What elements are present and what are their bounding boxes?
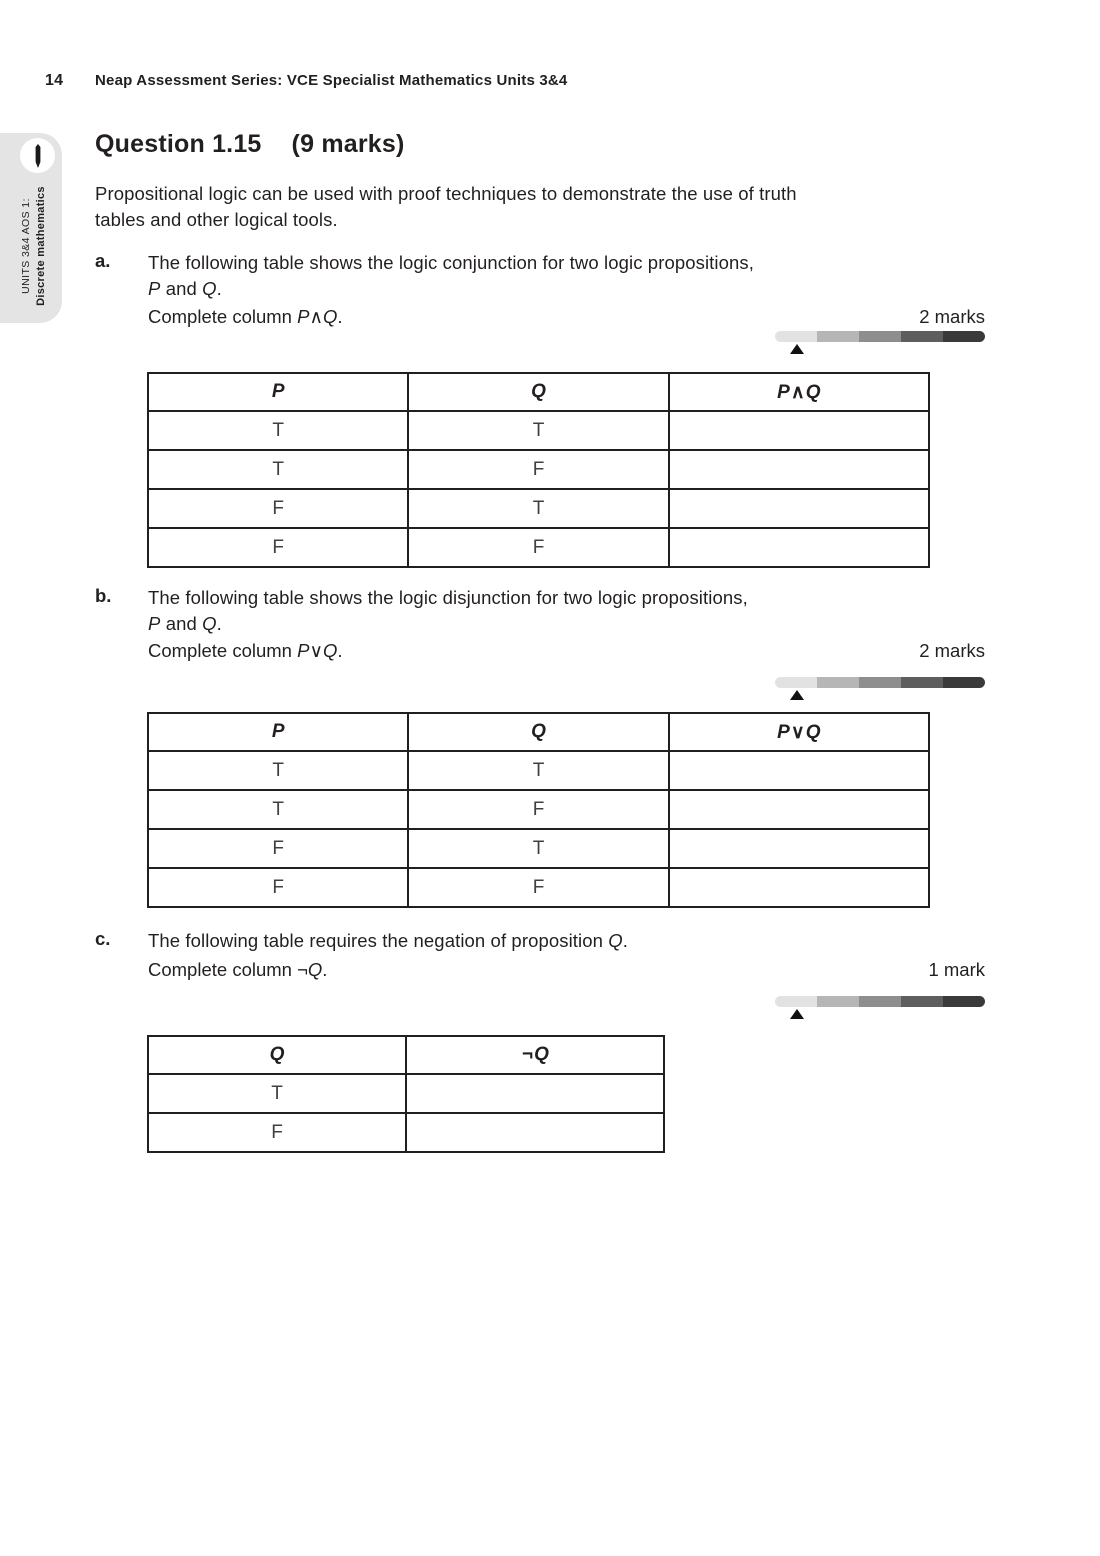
marks-bar-segment	[817, 331, 859, 342]
page-number: 14	[45, 72, 64, 89]
table-cell: F	[408, 528, 668, 567]
answer-cell	[406, 1113, 664, 1152]
marks-bar-segment	[859, 996, 901, 1007]
marks-bar-segment	[775, 331, 817, 342]
table-cell: T	[408, 411, 668, 450]
section-tab-text	[19, 166, 53, 326]
table-cell: T	[408, 829, 668, 868]
part-a-instruction-row	[148, 306, 985, 328]
table-cell: F	[148, 489, 408, 528]
section-tab-topic: Discrete mathematics	[35, 186, 47, 306]
table-row	[148, 450, 929, 489]
part-b-text: The following table shows the logic disjunction for two logic propositions, P and Q.	[148, 587, 748, 634]
part-a-instruction: Complete column P∧Q.	[148, 306, 343, 327]
answer-cell	[669, 411, 929, 450]
marks-bar-segment	[943, 331, 985, 342]
table-cell: F	[408, 790, 668, 829]
part-b-instruction: Complete column P∨Q.	[148, 640, 343, 661]
answer-cell	[669, 829, 929, 868]
marks-bar	[775, 996, 985, 1019]
page-header	[45, 72, 567, 90]
table-row	[148, 790, 929, 829]
table-cell: T	[148, 411, 408, 450]
part-a-label: a.	[95, 250, 111, 271]
question-title-row	[95, 130, 405, 159]
table-cell: T	[148, 751, 408, 790]
table-row	[148, 1113, 664, 1152]
marks-bar-segment	[943, 996, 985, 1007]
table-row	[148, 528, 929, 567]
table-cell: F	[148, 829, 408, 868]
answer-cell	[669, 489, 929, 528]
answer-cell	[406, 1074, 664, 1113]
marks-bar-segment	[901, 331, 943, 342]
table-cell: F	[148, 528, 408, 567]
answer-cell	[669, 868, 929, 907]
marks-bar-segment	[775, 996, 817, 1007]
table-cell: T	[148, 450, 408, 489]
marks-bar-segment	[901, 677, 943, 688]
part-c-marks: 1 mark	[928, 959, 985, 980]
marks-bar-marker	[790, 1009, 804, 1019]
marks-bar-track	[775, 331, 985, 342]
marks-bar-segment	[859, 677, 901, 688]
table-cell: T	[148, 1074, 406, 1113]
truth-table-conjunction	[147, 372, 930, 568]
answer-cell	[669, 450, 929, 489]
table-cell: T	[148, 790, 408, 829]
answer-cell	[669, 528, 929, 567]
table-cell: F	[148, 1113, 406, 1152]
marks-bar-segment	[817, 677, 859, 688]
table-row	[148, 411, 929, 450]
table-row	[148, 868, 929, 907]
table-header-cell: P∧Q	[669, 373, 929, 411]
table-header-cell: P	[148, 373, 408, 411]
truth-table-disjunction	[147, 712, 930, 908]
part-b-marks: 2 marks	[919, 640, 985, 661]
part-c-instruction-row	[148, 959, 985, 981]
truth-table	[147, 1035, 665, 1153]
table-cell: T	[408, 489, 668, 528]
marks-bar-segment	[901, 996, 943, 1007]
part-c-instruction: Complete column ¬Q.	[148, 959, 328, 980]
question-total-marks: (9 marks)	[291, 130, 405, 158]
answer-cell	[669, 790, 929, 829]
table-cell: F	[408, 450, 668, 489]
question-intro: Propositional logic can be used with proof techniques to demonstrate the use of truth tables and other logical tools.	[95, 183, 797, 230]
part-c-text: The following table requires the negation of proposition Q.	[148, 930, 629, 951]
marks-bar-marker	[790, 344, 804, 354]
marks-bar-segment	[775, 677, 817, 688]
part-b-instruction-row	[148, 640, 985, 662]
marks-bar-track	[775, 677, 985, 688]
section-tab	[0, 133, 62, 323]
section-tab-units: UNITS 3&4 AOS 1:	[20, 198, 32, 294]
part-a-text: The following table shows the logic conjunction for two logic propositions, P and Q.	[148, 252, 754, 299]
part-a-marks: 2 marks	[919, 306, 985, 327]
table-row	[148, 489, 929, 528]
answer-cell	[669, 751, 929, 790]
table-header-cell: P	[148, 713, 408, 751]
marks-bar-segment	[943, 677, 985, 688]
marks-bar	[775, 677, 985, 700]
marks-bar-track	[775, 996, 985, 1007]
question-title: Question 1.15	[95, 130, 262, 158]
marks-bar-segment	[859, 331, 901, 342]
table-cell: F	[408, 868, 668, 907]
truth-table-negation	[147, 1035, 665, 1153]
table-header-cell: Q	[408, 713, 668, 751]
table-header-cell: ¬Q	[406, 1036, 664, 1074]
marks-bar	[775, 331, 985, 354]
table-cell: T	[408, 751, 668, 790]
part-b-label: b.	[95, 585, 112, 606]
table-row	[148, 751, 929, 790]
table-header-cell: Q	[408, 373, 668, 411]
part-c-label: c.	[95, 928, 111, 949]
table-header-cell: Q	[148, 1036, 406, 1074]
truth-table	[147, 712, 930, 908]
table-row	[148, 829, 929, 868]
marks-bar-marker	[790, 690, 804, 700]
table-header-cell: P∨Q	[669, 713, 929, 751]
marks-bar-segment	[817, 996, 859, 1007]
table-row	[148, 1074, 664, 1113]
page-header-title: Neap Assessment Series: VCE Specialist Mathematics Units 3&4	[95, 72, 568, 89]
truth-table	[147, 372, 930, 568]
table-cell: F	[148, 868, 408, 907]
